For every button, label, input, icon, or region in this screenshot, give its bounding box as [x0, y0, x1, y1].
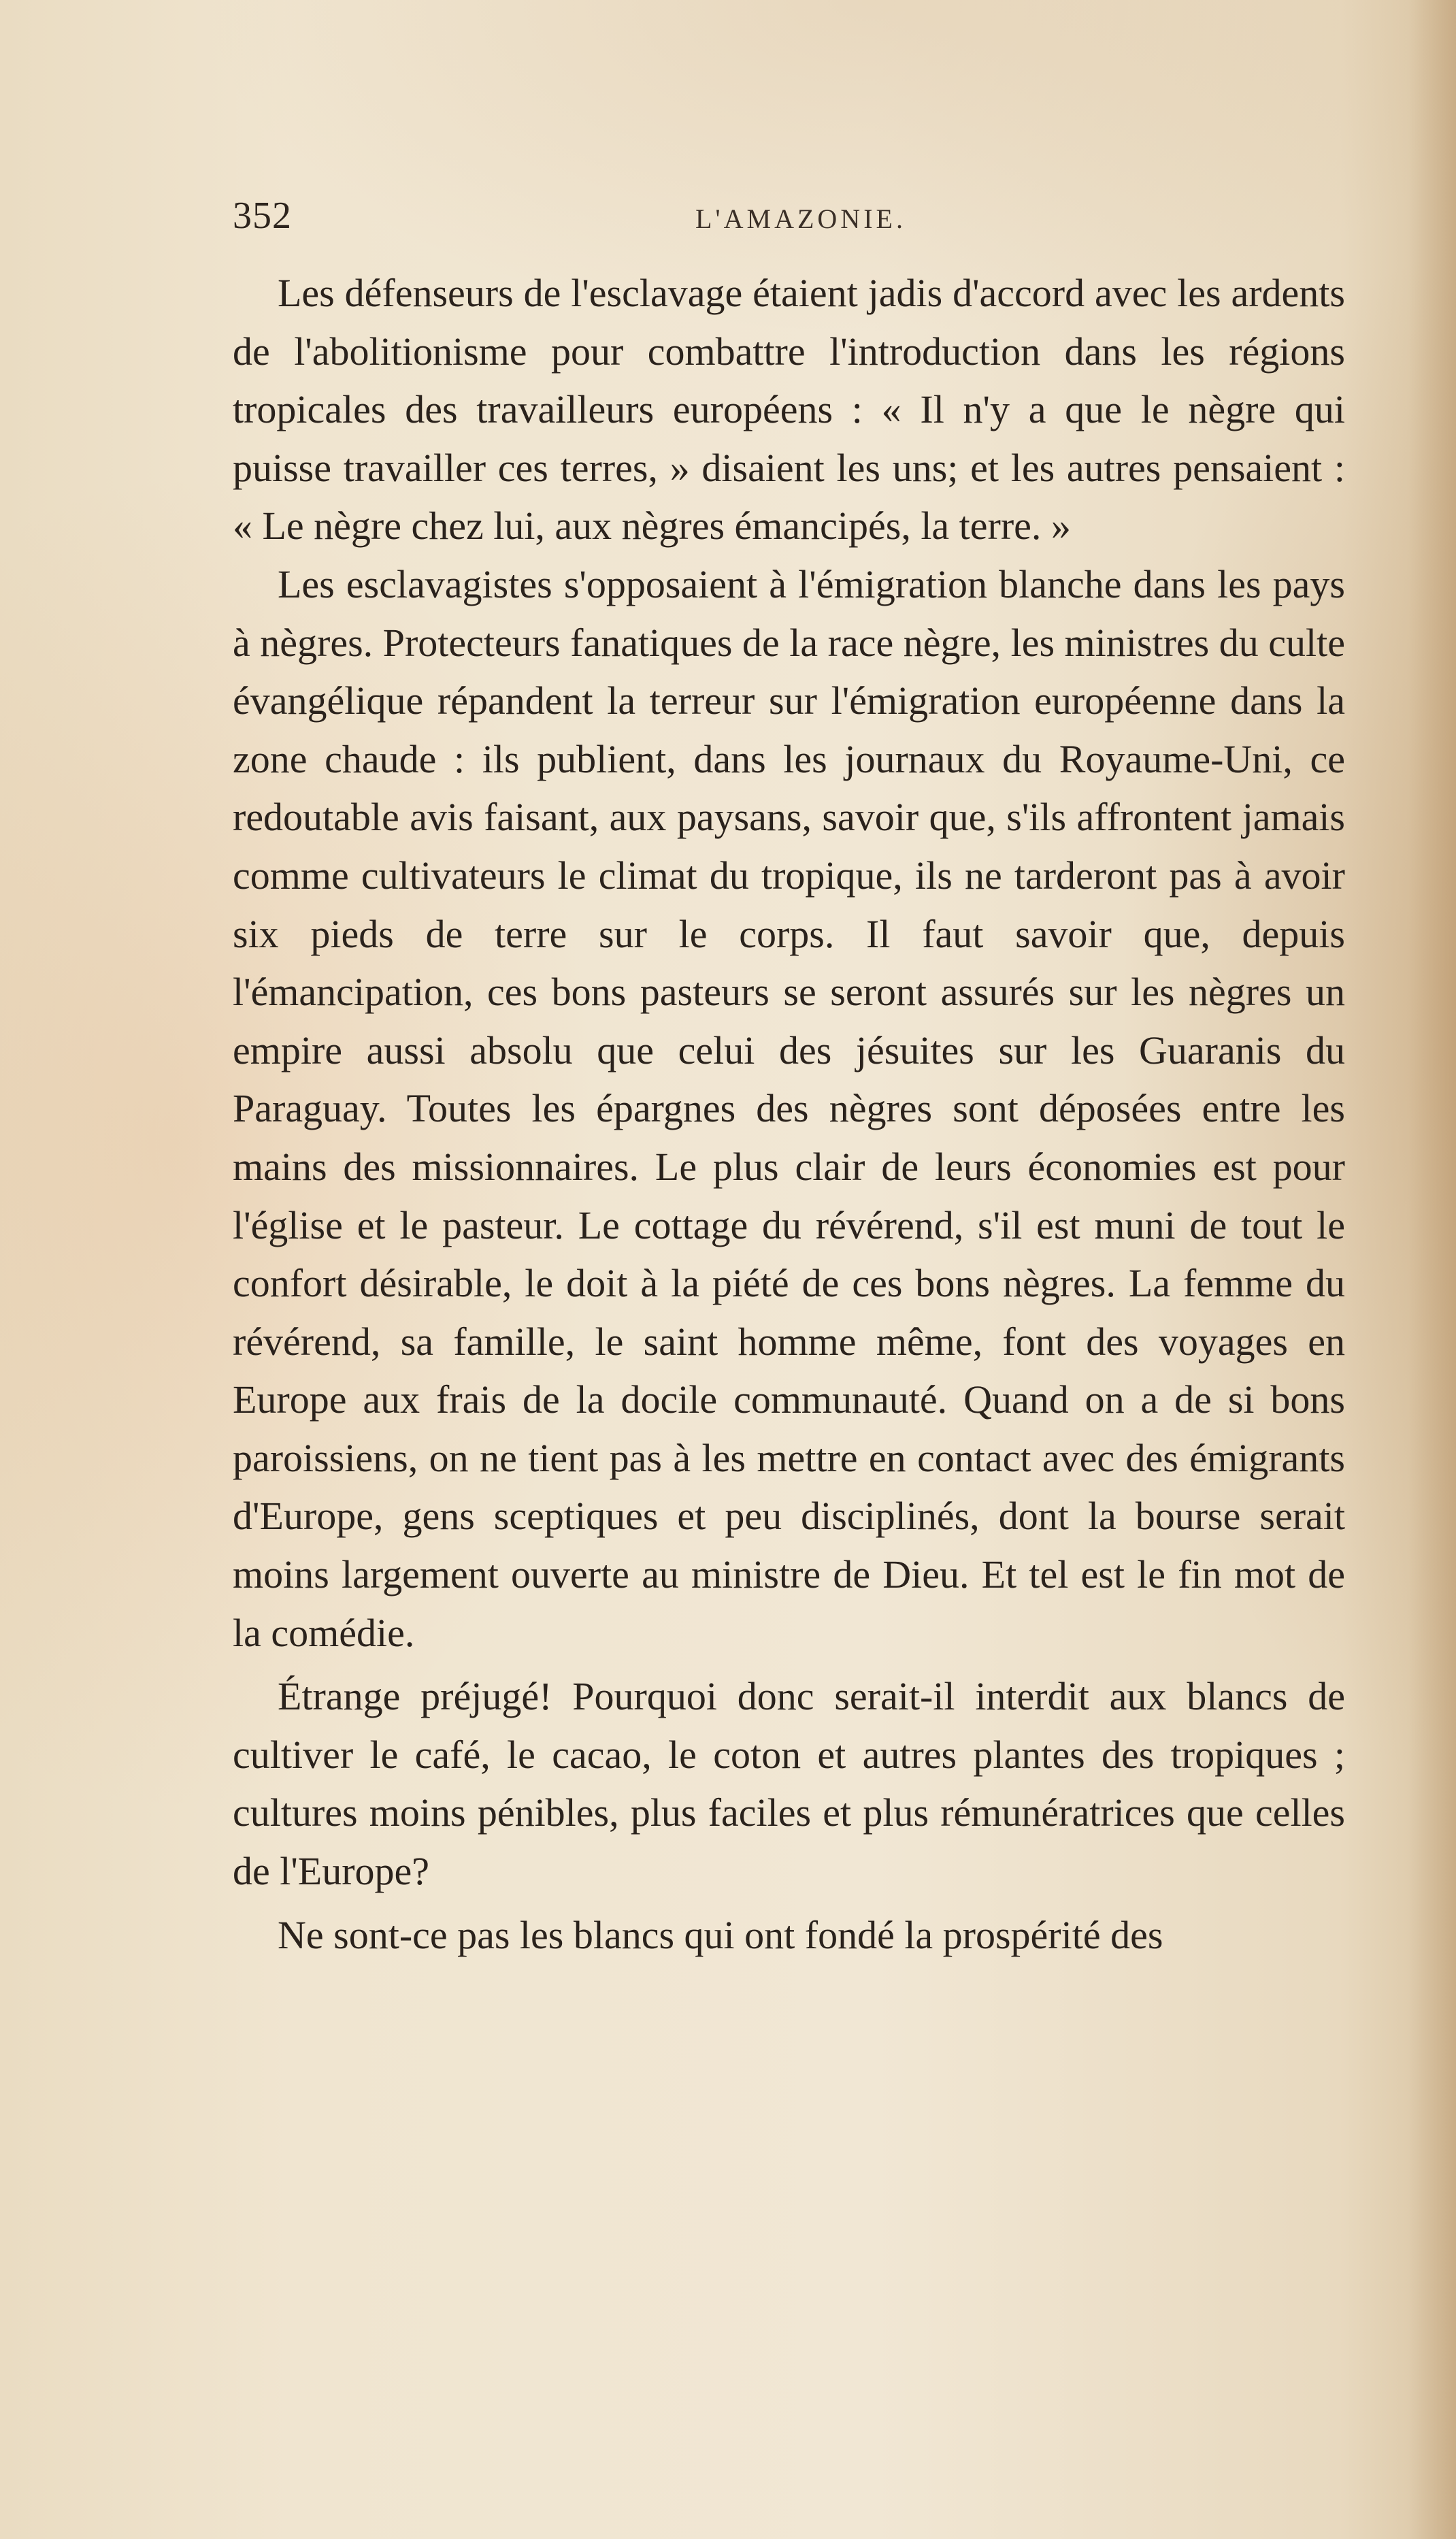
paragraph-2: Les esclavagistes s'opposaient à l'émigration blanche dans les pays à nègres. Protecteurs fanatiques de la race nègre, les ministres du culte évangélique répandent la terreur sur l'émigration européenne dans la zone chaude : ils publient, dans les journaux du Royaume-Uni, ce redoutable avis faisant, aux paysans, savoir que, s'ils affrontent jamais comme cultivateurs le climat du tropique, ils ne tarderont pas à avoir six pieds de terre sur le corps. Il faut savoir que, depuis l'émancipation, ces bons pasteurs se seront assurés sur les nègres un empire aussi absolu que celui des jésuites sur les Guaranis du Paraguay. Toutes les épargnes des nègres sont déposées entre les mains des missionnaires. Le plus clair de leurs économies est pour l'église et le pasteur. Le cottage du révérend, s'il est muni de tout le confort désirable, le doit à la piété de ces bons nègres. La femme du révérend, sa famille, le saint homme même, font des voyages en Europe aux frais de la docile communauté. Quand on a de si bons paroissiens, on ne tient pas à les mettre en contact avec des émigrants d'Europe, gens sceptiques et peu disciplinés, dont la bourse serait moins largement ouverte au ministre de Dieu. Et tel est le fin mot de la comédie. [233, 561, 1345, 1655]
page-edge-shadow [1408, 0, 1456, 2539]
paragraph-1: Les défenseurs de l'esclavage étaient jadis d'accord avec les ardents de l'abolitionisme pour combattre l'introduction dans les régions tropicales des travailleurs européens : « Il n'y a que le nègre qui puisse travailler ces terres, » disaient les uns; et les autres pensaient : « Le nègre chez lui, aux nègres émancipés, la terre. » [233, 271, 1345, 548]
paragraph-4: Ne sont-ce pas les blancs qui ont fondé la prospérité des [278, 1912, 1163, 1957]
page-header [233, 192, 1345, 240]
body-text [233, 264, 1345, 1964]
paragraph-3: Étrange préjugé! Pourquoi donc serait-il interdit aux blancs de cultiver le café, le cacao, le coton et autres plantes des tropiques ; cultures moins pénibles, plus faciles et plus rémunératrices que celles de l'Europe? [233, 1674, 1345, 1894]
running-head: L'AMAZONIE. [695, 203, 906, 234]
page-number: 352 [233, 195, 292, 237]
